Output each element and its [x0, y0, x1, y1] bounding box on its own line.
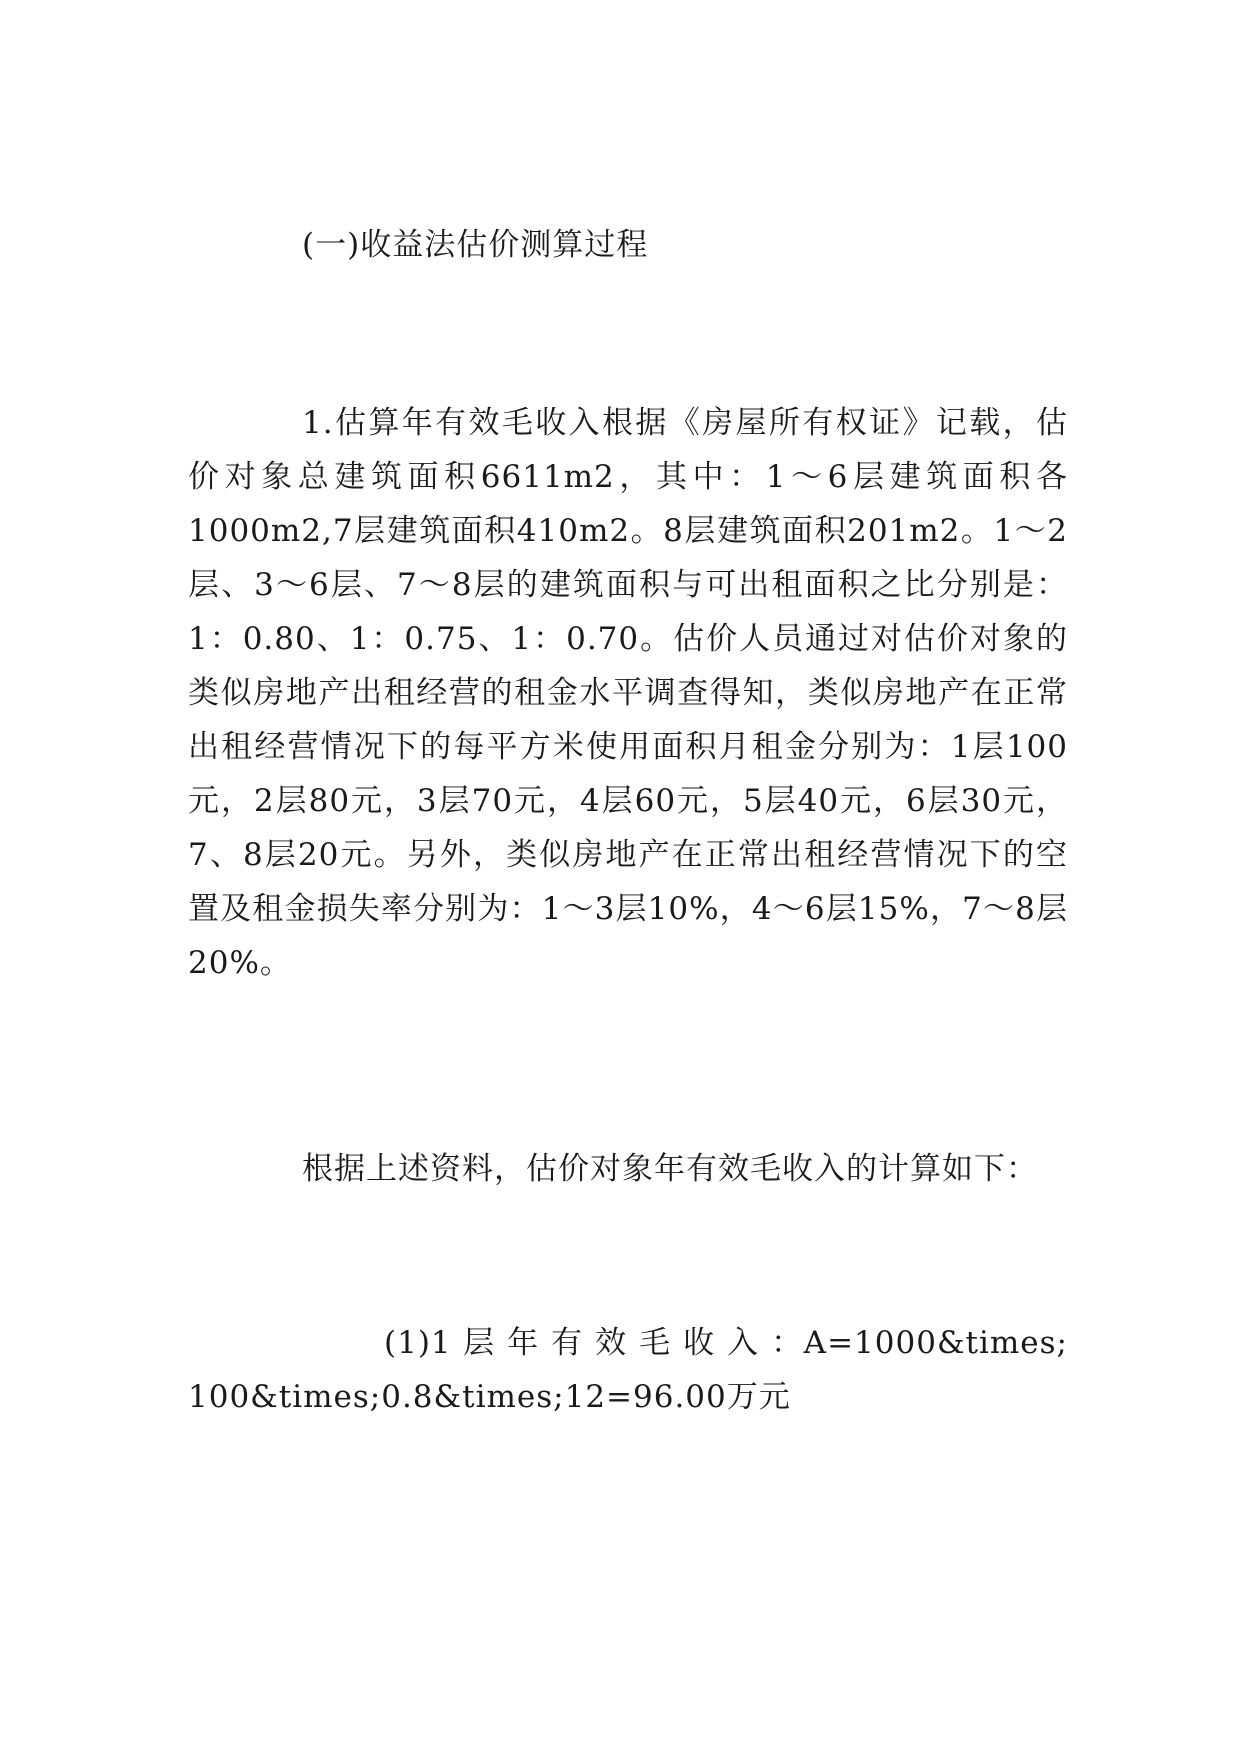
paragraph-calculation-intro: 根据上述资料，估价对象年有效毛收入的计算如下：	[302, 1151, 1038, 1187]
paragraph-floor-1-income: (1)1 层 年 有 效 毛 收 入 ：A=1000&times;100&times;0.8&times;12=96.00万元	[188, 1325, 1068, 1415]
section-heading: (一)收益法估价测算过程	[302, 227, 649, 263]
paragraph-gross-income-basis: 1.估算年有效毛收入根据《房屋所有权证》记载，估价对象总建筑面积6611m2，其中：1～6层建筑面积各1000m2,7层建筑面积410m2。8层建筑面积201m2。1～2层、3～6层、7～8层的建筑面积与可出租面积之比分别是：1：0.80、1：0.75、1：0.70。估价人员通过对估价对象的类似房地产出租经营的租金水平调查得知，类似房地产在正常出租经营情况下的每平方米使用面积月租金分别为：1层100元，2层80元，3层70元，4层60元，5层40元，6层30元，7、8层20元。另外，类似房地产在正常出租经营情况下的空置及租金损失率分别为：1～3层10%，4～6层15%，7～8层20%。	[188, 405, 1068, 981]
